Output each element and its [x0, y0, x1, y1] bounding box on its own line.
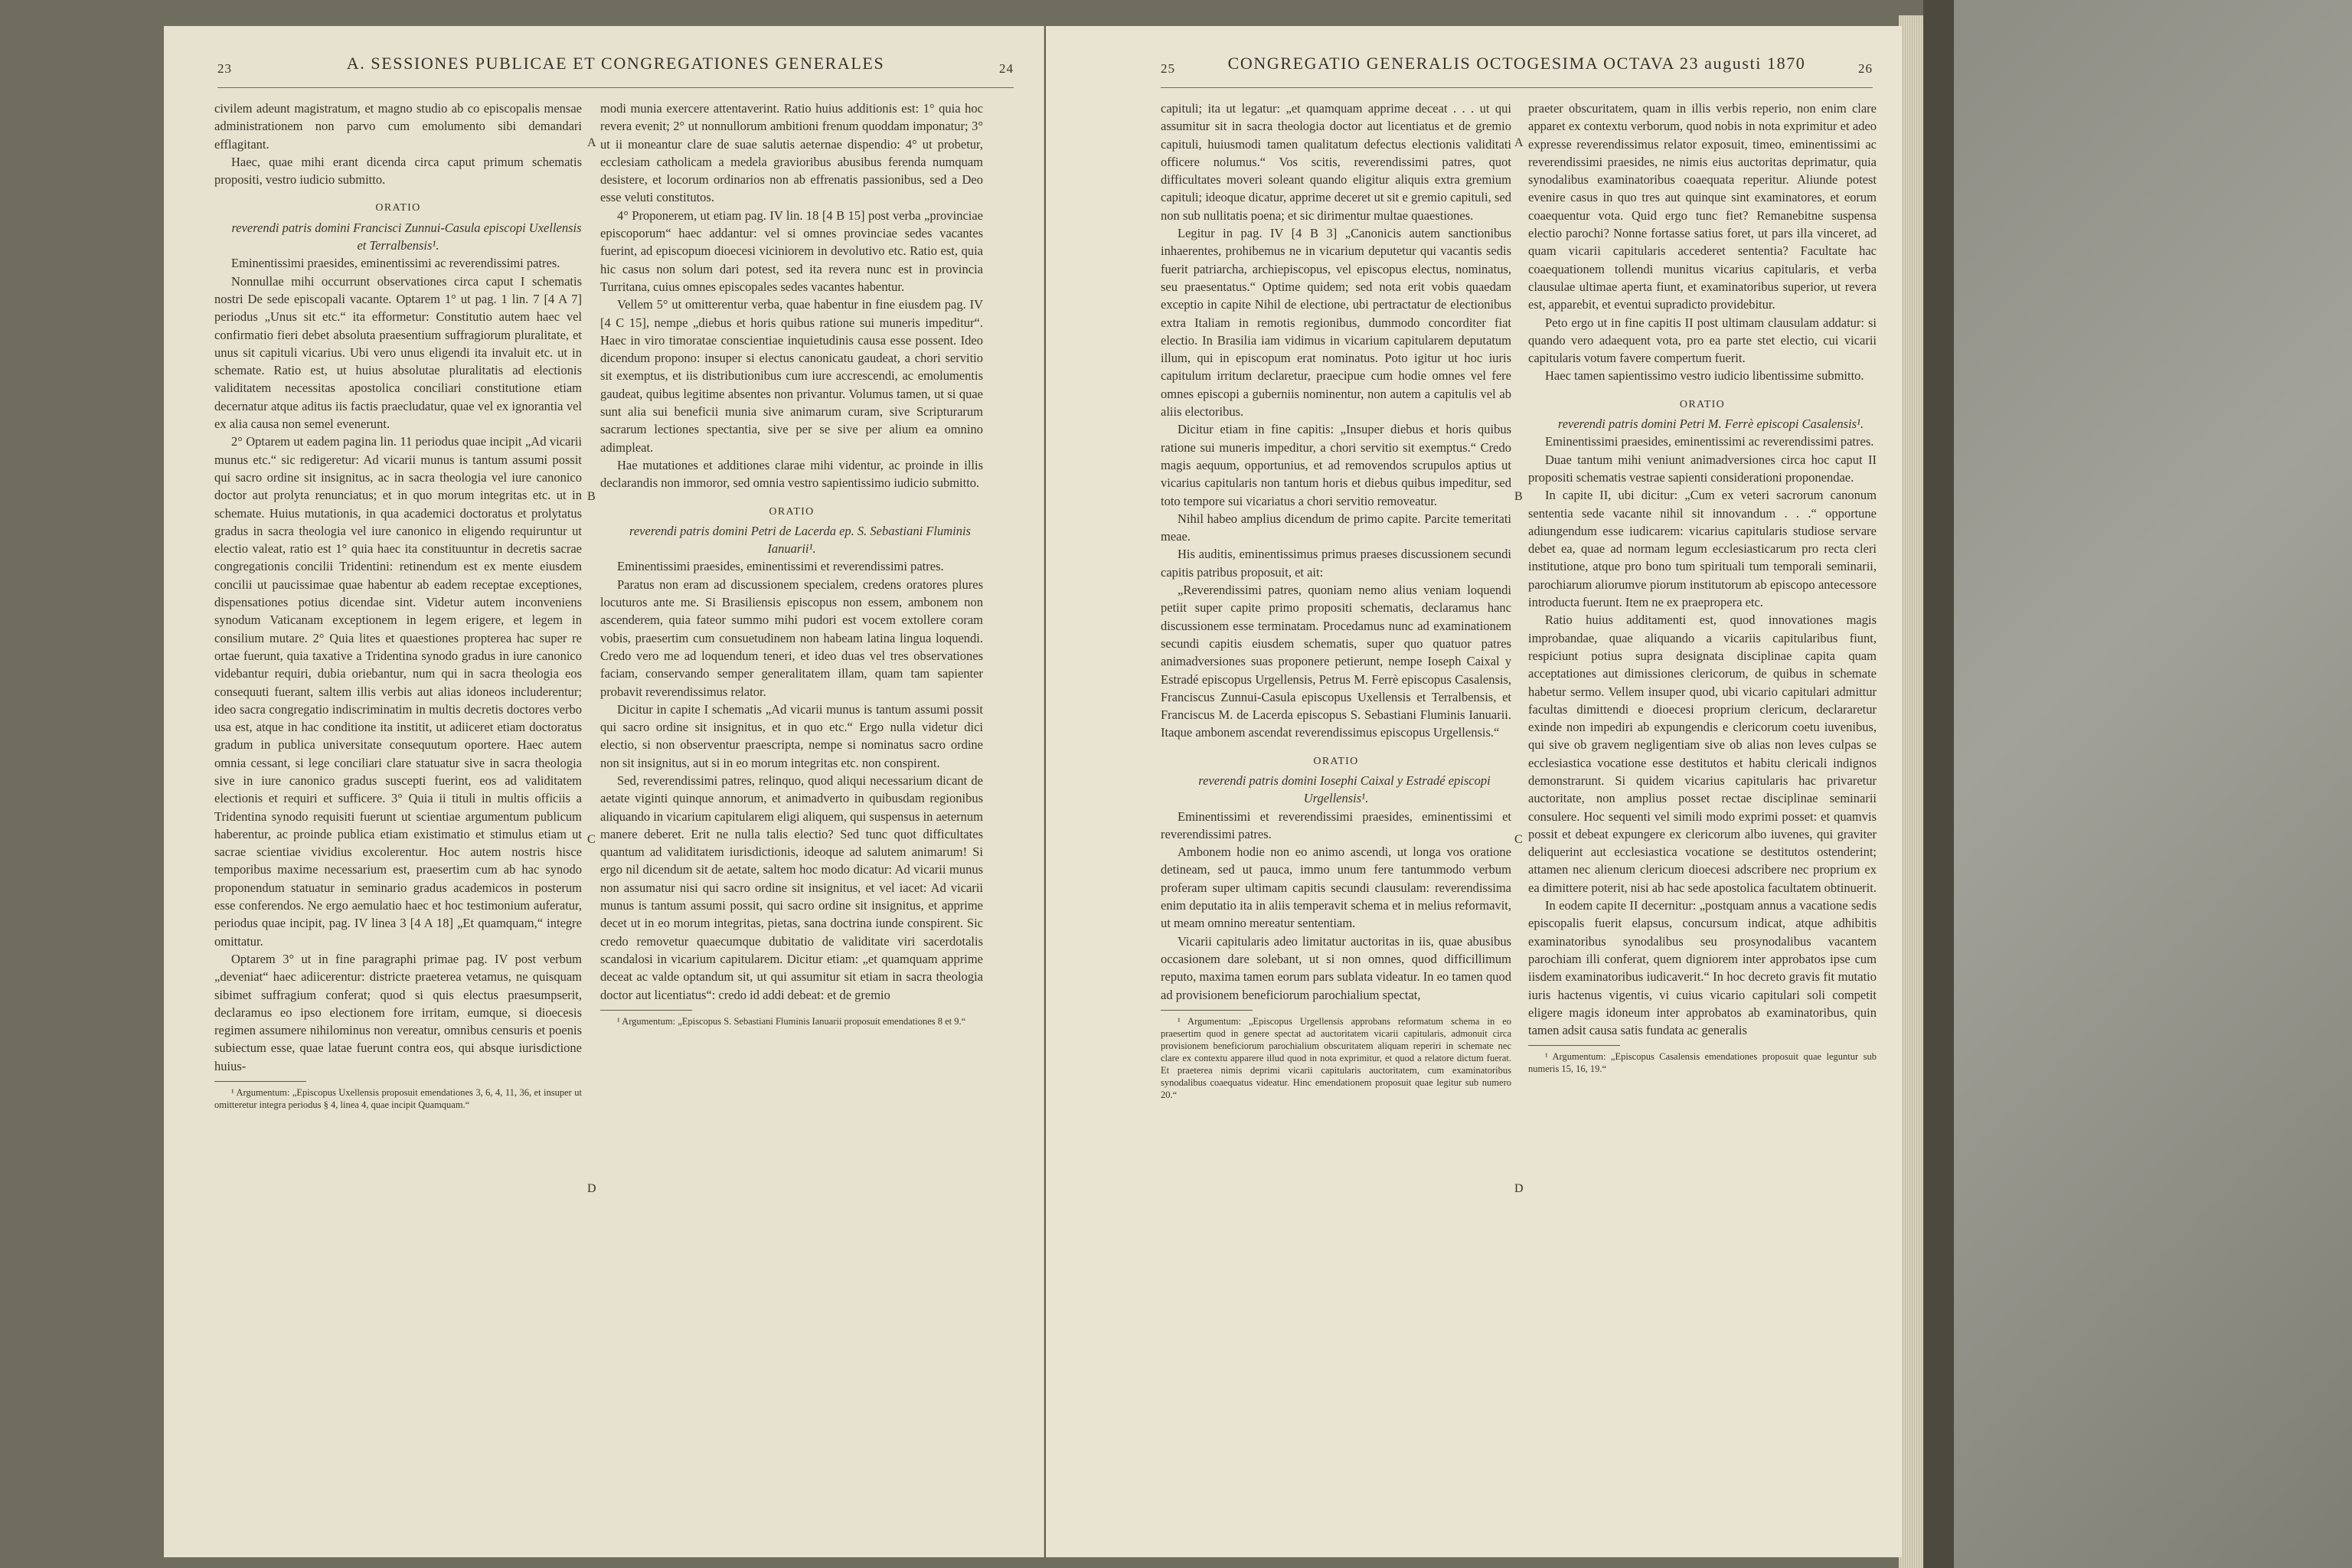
oratio-heading: ORATIO	[769, 505, 815, 518]
right-page-column-2	[1528, 100, 1877, 1539]
footnote-rule	[1161, 1010, 1253, 1011]
footnote-rule	[600, 1010, 692, 1011]
paragraph: Paratus non eram ad discussionem specialem, credens oratores plures locuturos ante me. Si Brasiliensis episcopus non essem, ambonem non ascenderem, quia fateor summo mihi pudori est vocem extollere coram vobis, praesertim cum consuetudinem non habeam latina lingua loquendi. Credo vero me ad loquendum teneri, et ideo duas vel tres observationes faciam, conservando semper generalitatem illam, quam tam sapienter probavit reverendissimus relator.	[600, 577, 983, 699]
paragraph: Sed, reverendissimi patres, relinquo, quod aliqui necessarium dicant de aetate viginti quinque annorum, et animadverto in quibusdam regionibus aliquando in vicarium capitularem eligi aliquem, qui suspensus in aeternum manere deberet. Erit ne nulla talis electio? Sed tunc quot difficultates quantum ad validitatem iurisdictionis, ideoque ad salutem animarum! Si ergo nil dicendum sit de aetate, saltem hoc modo dicatur: Ad vicarii munus non assumatur nisi qui sacro ordine sit insignitus, et vel iacet: Ad vicarii munus is tantum assumi possit, qui sacro ordine sit insignitus, et apprime decet ut in eo morum integritas, pietas, sana doctrina iunde conspirent. Sic credo removetur quaecumque dubitatio de validitate viri sacerdotalis scandalosi in vicarium capitularem. Dicitur etiam: „et quamquam apprime deceat ac valde optandum sit, ut qui assumitur sit etiam in sacra theologia doctor aut licentiatus“: credo id addi debeat: et de gremio	[600, 773, 983, 1002]
right-page	[1046, 26, 1902, 1557]
paragraph: Dicitur etiam in fine capitis: „Insuper diebus et horis quibus ratione sui muneris impeditur, a chori servitio sit exemptus.“ Credo magis aequum, opportunius, et ad removendos scrupulos aptius ut vicarius capitularis non tantum horis et diebus quibus impeditur, sed toto tempore sui vicariatus a chori servitio removeatur.	[1161, 422, 1511, 508]
margin-mark-d: D	[1514, 1182, 1524, 1195]
paragraph: 2° Optarem ut eadem pagina lin. 11 periodus quae incipit „Ad vicarii munus etc.“ sic redigeretur: Ad vicarii munus is tantum assumi possit qui sacro ordine sit insignitus, ac in sacra theologia vel iure canonico doctor aut prolyta renunciatus; et in quo morum integritas etc. ut in schemate. Huius mutationis, in qua academici doctoratus et prolytatus gradus in sacra theologia vel iure canonico in eligendo requiruntur ut electio valeat, ratio est 1° quia haec ita constituuntur in decretis sacrae congregationis concilii Tridentini: retinendum est ex mente eiusdem concilii ut paucissimae quae habentur ab eadem receptae exceptiones, dispensationes potius dicendae sint. Videtur autem inconveniens synodum Vaticanam exceptionem in legem erigere, et legem in consilium mutare. 2° Quia lites et quaestiones propterea hac super re ortae fuerunt, quia taxative a Tridentina synodo gradus in iure canonico videbantur requiri, dubia oriebantur, num qui in sacra theologia eos consequuti fuerant, saltem illis verbis aut alias idoneos includerentur; ideo sacra congregatio indiscriminatim in multis decretis doctores verbo usa est, atque in hac conditione ita institit, ut adiiceret etiam doctoratus gradum in publica universitate consequutum oportere. Haec autem omnia cessant, si lege conciliari clare statuatur sive in sacra theologia sive in iure canonico gradus suscepti fuerint, eos ad validitatem electionis et requiri et sufficere. 3° Quia ii tituli in multis officiis a Tridentina synodo requisiti fuerunt ut scientiae argumentum publicum haberentur, ac proinde publica etiam existimatio et stimulus etiam ut sacrae scientiae vividius excolerentur. Hoc autem nostris hisce temporibus maxime necessarium est, praesertim cum ab hac synodo proponendum statuatur in seminario gradus academicos in posterum esse conferendos. Ne ergo aemulatio haec et hoc testimonium auferatur, periodus quae incipit, pag. IV linea 3 [4 A 18] „Et quamquam,“ integre omittatur.	[214, 434, 582, 949]
footnote-rule	[1528, 1045, 1620, 1046]
paragraph: Eminentissimi praesides, eminentissimi ac reverendissimi patres.	[231, 256, 560, 271]
paragraph: Nonnullae mihi occurrunt observationes circa caput I schematis nostri De sede episcopali vacante. Optarem 1° ut pag. 1 lin. 7 [4 A 7] periodus „Unus sit etc.“ ita efformetur: Constitutio autem haec vel confirmatio fieri debet absoluta praesentium suffragiorum pluralitate, et unus sit capituli vicarius. Ubi vero unus eligendi ita invaluit etc. ut in schemate. Ratio est, ut huius absolutae pluralitatis ad electionis validitatem necessitas apostolica conciliari constitutione etiam decernatur atque aditus iis factis praecludatur, quae vel ex ignorantia vel ex alia causa non semel evenerunt.	[214, 273, 582, 432]
orator-title: reverendi patris domini Petri de Lacerda ep. S. Sebastiani Fluminis Ianuarii¹.	[629, 523, 971, 557]
paragraph: capituli; ita ut legatur: „et quamquam apprime deceat . . . ut qui assumitur sit in sacra theologia doctor aut licentiatus et de gremio capituli, huiusmodi tamen qualitatum defectus electionis validitati officere nolumus.“ Vos scitis, reverendissimi patres, quot difficultates moveri soleant quando eligitur aliquis extra gremium capituli; ideoque dicatur, apprime deceret ut sit e gremio capituli, sed non sub nullitatis poena; et sic dirimentur multae quaestiones.	[1161, 101, 1511, 223]
margin-mark-d: D	[587, 1182, 596, 1195]
margin-mark-a: A	[1514, 136, 1524, 149]
background-surface	[1954, 0, 2352, 1568]
footnote: ¹ Argumentum: „Episcopus Casalensis emendationes proposuit quae leguntur sub numeris 15, 16, 19.“	[1528, 1051, 1877, 1075]
orator-title: reverendi patris domini Petri M. Ferrè episcopi Casalensis¹.	[1557, 416, 1864, 432]
right-page-column-1	[1161, 100, 1511, 1539]
page-number-26: 26	[1858, 61, 1873, 76]
left-page-column-2	[600, 100, 983, 1539]
footnote: ¹ Argumentum: „Episcopus Urgellensis approbans reformatum schema in eo praesertim quod in genere spectat ad auctoritatem vicarii capitularis, admonuit circa provisionem beneficiorum parochialium obscuritatem aliquam reperiri in schemate nec clare ex contextu apparere illud quod in nota exprimitur, et quod a relatore dictum fuerat. Et praeterea nimis deprimi vicarii capitularis auctoritatem, cum examinatoribus synodalibus coaequatus videatur. Hinc emendationem proposuit quae legitur sub numero 20.“	[1161, 1015, 1511, 1100]
left-page-header	[217, 54, 1014, 84]
paragraph: Vellem 5° ut omitterentur verba, quae habentur in fine eiusdem pag. IV [4 C 15], nempe „diebus et horis quibus ratione sui muneris impeditur“. Haec in viro timoratae conscientiae inquietudinis causa esse possent. Ideo dicendum propono: insuper si electus canonicatu gaudeat, a chori servitio sit exemptus, et iis distributionibus cum iure accrescendi, ac emolumentis gaudeat, quibus legitime absentes non privantur. Volumus tamen, ut si quae sunt alia sui beneficii munia sive animarum curam, sive Scripturarum sacrarum lectiones spectantia, sive per se sive per alium ea omnino adimpleat.	[600, 297, 983, 455]
footnote: ¹ Argumentum: „Episcopus Uxellensis proposuit emendationes 3, 6, 4, 11, 36, et insuper ut omitteretur integra periodus § 4, linea 4, quae incipit Quamquam.“	[214, 1087, 582, 1111]
paragraph: Haec, quae mihi erant dicenda circa caput primum schematis propositi, vestro iudicio submitto.	[214, 154, 582, 188]
paragraph: modi munia exercere attentaverint. Ratio huius additionis est: 1° quia hoc revera evenit; 2° ut nonnullorum ambitioni frenum quoddam imponatur; 3° ut ii moneantur clare de suae salutis aeternae dispendio: 4° ut probetur, ecclesiam catholicam a medela gravioribus abusibus ferenda numquam desistere, et locorum ordinarios non ab effrenatis passionibus, sed a Deo esse veluti constitutos.	[600, 101, 983, 205]
paragraph: Peto ergo ut in fine capitis II post ultimam clausulam addatur: si quando vero adaequent vota, pro ea parte stet electio, cui vicarii capitularis votum favere compertum fuerit.	[1528, 315, 1877, 366]
oratio-heading: ORATIO	[1679, 398, 1726, 410]
footnote: ¹ Argumentum: „Episcopus S. Sebastiani Fluminis Ianuarii proposuit emendationes 8 et 9.“	[617, 1015, 966, 1027]
right-page-header	[1161, 54, 1873, 84]
header-rule	[1161, 87, 1873, 88]
paragraph: Optarem 3° ut in fine paragraphi primae pag. IV post verbum „deveniat“ haec adiicerentur: districte praeterea vetamus, ne quisquam sibimet suffragium conferat; quod si quis electus praesumpserit, declaramus eo ipso electionem fore irritam, eumque, si dioecesis regimen assumere nihilominus non vereatur, omnibus censuris et poenis subiectum esse, quae latae fuerunt contra eos, qui absque iurisdictione huius-	[214, 951, 582, 1073]
page-number-23: 23	[217, 61, 232, 76]
paragraph: Legitur in pag. IV [4 B 3] „Canonicis autem sanctionibus inhaerentes, prohibemus ne in vicarium deputetur qui vacantis sedis fuerit patriarcha, archiepiscopus, vel episcopus electus, nominatus, seu praesentatus.“ Optime quidem; sed nota erit vobis quaedam exceptio in capite Nihil de electione, ubi pertractatur de electionibus extra Italiam in remotis regionibus, dummodo concorditer fiat electio. In Brasilia iam vidimus in vicarium capitularem deputatum illum, qui in episcopum erat nominatus. Poto igitur ut hoc iuris capitulum irritum declaretur, praecipue cum hodie omnes vel fere omnes episcopi a guberniis nominentur, non autem a capitulis vel ab aliis electoribus.	[1161, 226, 1511, 420]
footnote-rule	[214, 1081, 306, 1082]
oratio-heading: ORATIO	[375, 202, 421, 214]
paragraph: Ratio huius additamenti est, quod innovationes magis improbandae, quae aliquando a vicariis capitularibus fiunt, respiciunt potius supra designata disciplinae capita quam acceptationes aut dimissiones clericorum, de quibus in schemate habetur sermo. Vellem insuper quod, ubi vicario capitulari admittur facultas dimittendi e dioecesi proprium clericum, declararetur exinde non impediri ab expungendis e clericorum coetu iuvenibus, qui sive ob gravem negligentiam sive ob alias non leves culpas se ecclesiastica vocatione esse destitutos et habitu clericali indignos demonstrarunt. Si quidem vicarius capitularis hac privaretur auctoritate, non amplius posset rectae disciplinae seminarii consulere. Hoc sequenti vel simili modo exprimi posset: et quamvis possit et debeat expungere ex clericorum albo iuvenes, qui graviter deliquerint aut ecclesiastica vocatione se destitutos ostenderint; attamen nec alienum clericum dioecesi adscribere nec proprium ex ea dimittere poterit, nisi ab hac sede apostolica facultatem obtinuerit.	[1528, 612, 1877, 895]
paragraph: 4° Proponerem, ut etiam pag. IV lin. 18 [4 B 15] post verba „provinciae episcoporum“ haec addantur: vel si omnes provinciae sedes vacantes fuerint, ad episcopum dioecesi viciniorem in devolutivo etc. Ratio est, quia hic casus non solum dari potest, sed ita revera nunc est in provincia Turritana, cuius omnes episcopales sedes vacantes habentur.	[600, 207, 983, 294]
margin-mark-b: B	[587, 490, 596, 503]
book-cover	[1923, 0, 1954, 1568]
margin-mark-b: B	[1514, 490, 1523, 503]
margin-mark-a: A	[587, 136, 596, 149]
paragraph: Eminentissimi praesides, eminentissimi et reverendissimi patres.	[617, 559, 944, 574]
page-number-24: 24	[999, 61, 1014, 76]
running-title: CONGREGATIO GENERALIS OCTOGESIMA OCTAVA 23 augusti 1870	[1227, 54, 1806, 73]
paragraph: Hae mutationes et additiones clarae mihi videntur, ac proinde in illis declarandis non immoror, sed omnia vestro sapientissimo iudicio submitto.	[600, 457, 983, 491]
header-rule	[217, 87, 1014, 88]
page-edges	[1899, 15, 1925, 1568]
page-number-25: 25	[1161, 61, 1175, 76]
paragraph: Dicitur in capite I schematis „Ad vicarii munus is tantum assumi possit qui sacro ordine sit insignitus, et in quo etc.“ Ergo nulla videtur dici electio, si non observentur praescripta, nempe si nominatus sacro ordine non sit insignitus, aut si in eo morum integritas etc. non conspirent.	[600, 701, 983, 770]
orator-title: reverendi patris domini Iosephi Caixal y Estradé episcopi Urgellensis¹.	[1198, 773, 1491, 806]
orator-title: reverendi patris domini Francisci Zunnui-Casula episcopi Uxellensis et Terralbensis¹.	[231, 220, 582, 253]
margin-mark-c: C	[587, 833, 596, 846]
paragraph: Eminentissimi praesides, eminentissimi ac reverendissimi patres.	[1545, 434, 1874, 449]
oratio-heading: ORATIO	[1313, 755, 1359, 767]
left-page	[164, 26, 1044, 1557]
left-page-column-1	[214, 100, 582, 1539]
paragraph: civilem adeunt magistratum, et magno studio ab co episcopalis mensae administrationem non parvo cum emolumento sibi demandari efflagitant.	[214, 101, 582, 152]
margin-mark-c: C	[1514, 833, 1523, 846]
paragraph: In eodem capite II decernitur: „postquam annus a vacatione sedis episcopalis fuerit elapsus, concursum indicat, atque adhibitis examinatoribus synodalibus seu prosynodalibus vacantem parochiam illi conferat, quem digniorem inter approbatos ipse cum iisdem examinatoribus iudicaverit.“ In hoc decreto gravis fit mutatio iuris hactenus vigentis, vi cuius vicario capitulari soli competit eligere magis idoneum inter approbatos ab examinatoribus, quin tamen adsit causa satis fundata ac generalis	[1528, 898, 1877, 1038]
paragraph: praeter obscuritatem, quam in illis verbis reperio, non enim clare apparet ex contextu verborum, quod nobis in nota exprimitur et adeo expresse reverendissimus relator exposuit, timeo, eminentissimi ac reverendissimi praesides, ne nimis eius auctoritas deprimatur, quia synodalibus examinatoribus coaequata reperitur. Aliunde potest evenire casus in quo tres aut quinque sint examinatores, et eorum coaequentur vota. Quid ergo tunc fiet? Remanebitne suspensa electio parochi? Nonne fortasse satius foret, ut pars illa vinceret, ad quam vicarii capitularis accederet sententia? Facultate hac coaequationem tollendi munitus vicarius capitularis, et verba clausulae ultimae aperta fiunt, et examinatoribus superior, ut revera est, apparebit, et eventui supradicto providebitur.	[1528, 101, 1877, 312]
paragraph: Vicarii capitularis adeo limitatur auctoritas in iis, quae abusibus occasionem dare solebant, ut si non omnes, quod difficillimum reputo, maxima tamen eorum pars sublata videatur. In eo tamen quod ad provisionem beneficiorum parochialium spectat,	[1161, 933, 1511, 1002]
paragraph: Eminentissimi et reverendissimi praesides, eminentissimi et reverendissimi patres.	[1161, 808, 1511, 841]
paragraph: Ambonem hodie non eo animo ascendi, ut longa vos oratione detineam, sed ut pauca, immo unum fere tantummodo verbum proferam super ultimam capitis secundi clausulam: reverendissima enim deputatio ita in aliis temperavit schema et in melius reformavit, ut meam omnino mereatur sententiam.	[1161, 844, 1511, 931]
paragraph: His auditis, eminentissimus primus praeses discussionem secundi capitis patribus proposuit, et ait:	[1161, 547, 1511, 580]
running-title: A. SESSIONES PUBLICAE ET CONGREGATIONES GENERALES	[346, 54, 885, 73]
paragraph: Nihil habeo amplius dicendum de primo capite. Parcite temeritati meae.	[1161, 511, 1511, 544]
paragraph: Haec tamen sapientissimo vestro iudicio libentissime submitto.	[1545, 368, 1864, 384]
paragraph: Duae tantum mihi veniunt animadversiones circa hoc caput II propositi schematis vestrae sapienti considerationi proponendae.	[1528, 452, 1877, 485]
paragraph: In capite II, ubi dicitur: „Cum ex veteri sacrorum canonum sententia sede vacante nihil sit innovandum . . .“ opportune adiungendum esse iudicarem: vicarius capitularis studiose servare debet ea, quae ad normam legum ecclesiasticarum pro recta cleri institutione, atque pro bono tum spirituali tum temporali seminarii, parochiarum aliorumve piorum institutorum ab episcopo antecessore introducta fuerunt. Item ne ex praepropera etc.	[1528, 488, 1877, 610]
paragraph: „Reverendissimi patres, quoniam nemo alius veniam loquendi petiit super capite primo propositi schematis, declaramus hanc discussionem esse terminatam. Procedamus nunc ad examinationem secundi capitis eiusdem schematis, super quo quatuor patres animadversiones suas proponere petierunt, nempe Ioseph Caixal y Estradé episcopus Urgellensis, Petrus M. Ferrè episcopus Casalensis, Franciscus Zunnui-Casula episcopus Uxellensis et Terralbensis, et Franciscus M. de Lacerda episcopus S. Sebastiani Fluminis Ianuarii. Itaque ambonem ascendat reverendissimus episcopus Urgellensis.“	[1161, 583, 1511, 740]
